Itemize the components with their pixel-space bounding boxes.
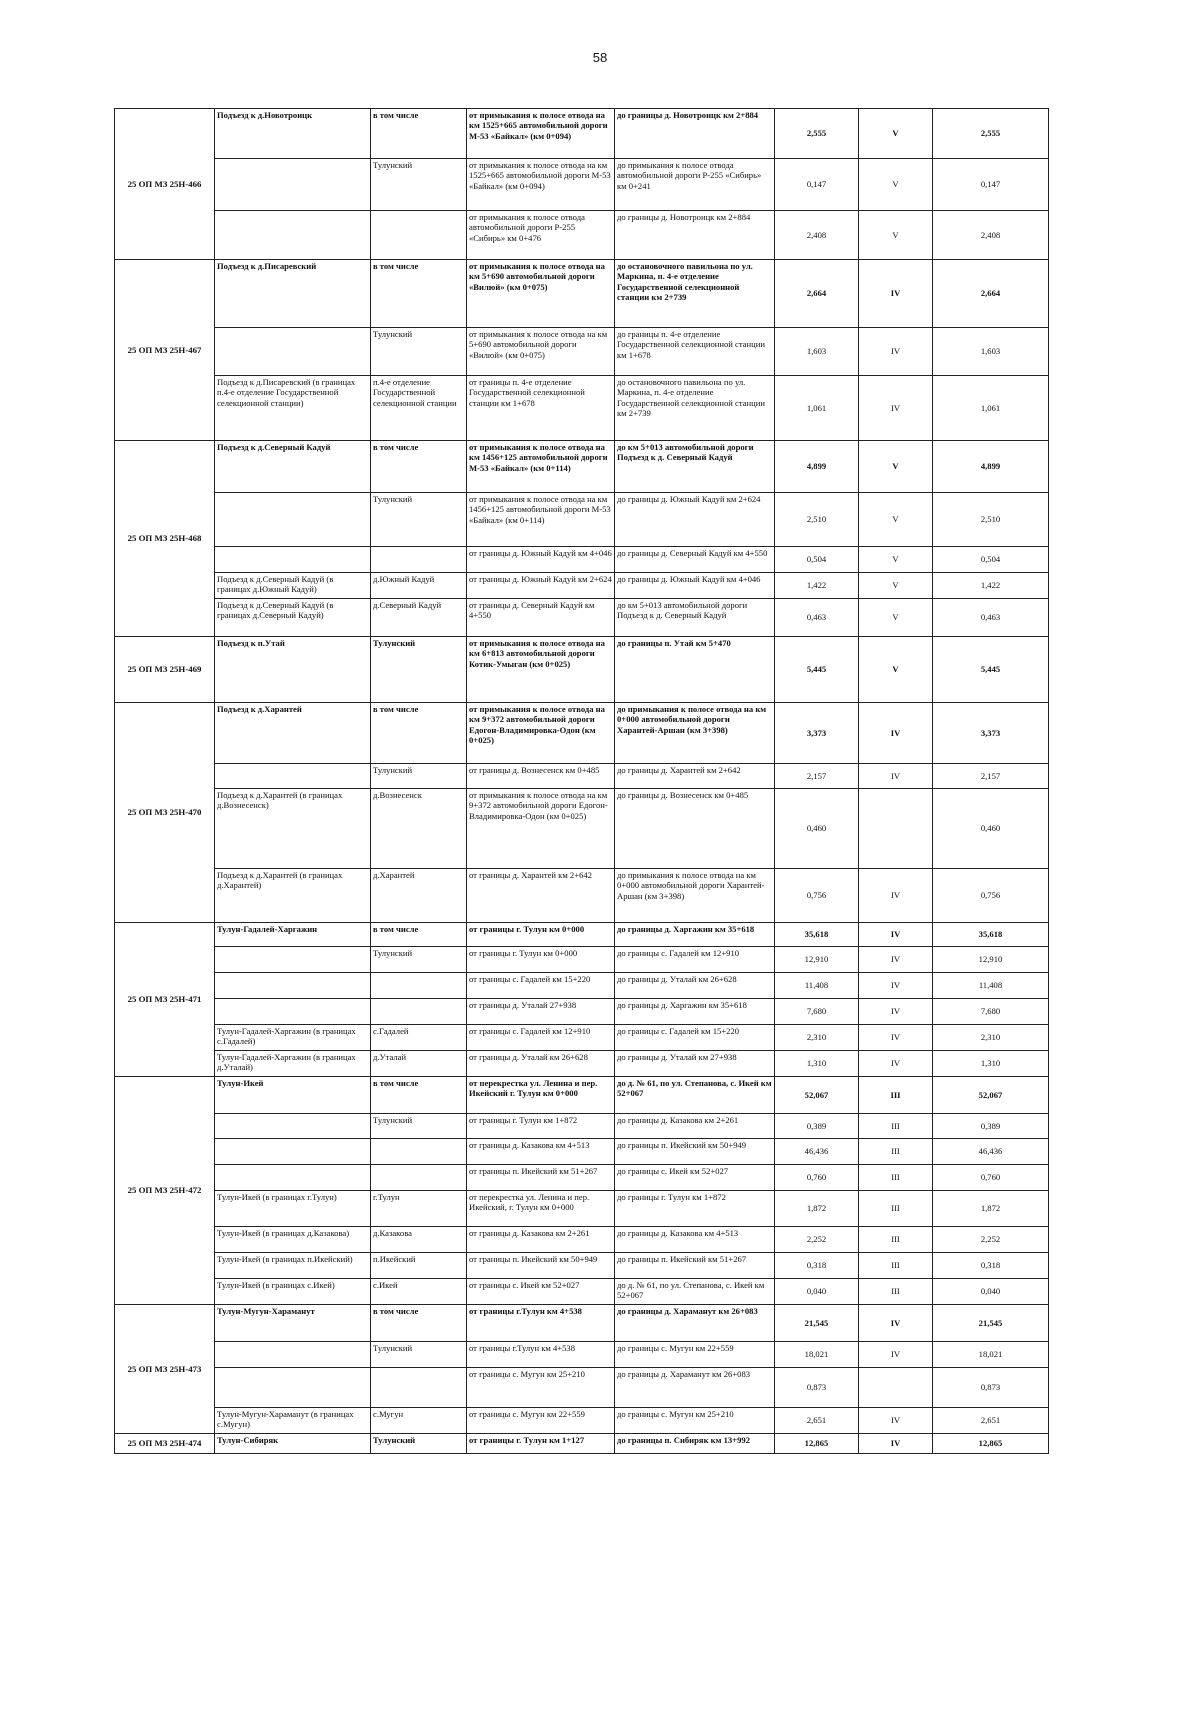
- table-row: [115, 1342, 1049, 1368]
- length-cell: 2,651: [775, 1408, 859, 1434]
- area-cell: [371, 1139, 467, 1165]
- from-point-cell: от границы г.Тулун км 4+538: [467, 1342, 615, 1368]
- to-point-cell: до границы д. Казакова км 4+513: [615, 1227, 775, 1253]
- length-cell: 0,873: [775, 1368, 859, 1408]
- to-point-cell: до границы д. Южный Кадуй км 2+624: [615, 493, 775, 547]
- from-point-cell: от границы д. Южный Кадуй км 4+046: [467, 547, 615, 573]
- area-cell: Тулунский: [371, 947, 467, 973]
- total-length-cell: 2,310: [933, 1025, 1049, 1051]
- area-cell: в том числе: [371, 1077, 467, 1114]
- area-cell: с.Гадалей: [371, 1025, 467, 1051]
- from-point-cell: от границы д. Казакова км 2+261: [467, 1227, 615, 1253]
- to-point-cell: до примыкания к полосе отвода на км 0+000 автомобильной дороги Харантей-Аршан (км 3+398): [615, 703, 775, 764]
- table-row: [115, 547, 1049, 573]
- road-name-cell: [215, 947, 371, 973]
- to-point-cell: до границы д. Уталай км 27+938: [615, 1051, 775, 1077]
- area-cell: п.Икейский: [371, 1253, 467, 1279]
- to-point-cell: до д. № 61, по ул. Степанова, с. Икей км 52+067: [615, 1279, 775, 1305]
- from-point-cell: от примыкания к полосе отвода на км 5+690 автомобильной дороги «Вилюй» (км 0+075): [467, 328, 615, 376]
- total-length-cell: 2,510: [933, 493, 1049, 547]
- length-cell: 18,021: [775, 1342, 859, 1368]
- from-point-cell: от границы д. Южный Кадуй км 2+624: [467, 573, 615, 599]
- area-cell: в том числе: [371, 260, 467, 328]
- total-length-cell: 2,651: [933, 1408, 1049, 1434]
- category-cell: IV: [859, 376, 933, 441]
- from-point-cell: от перекрестка ул. Ленина и пер. Икейский, г. Тулун км 0+000: [467, 1191, 615, 1227]
- table-body: [115, 109, 1049, 1454]
- road-name-cell: Тулун-Икей (в границах д.Казакова): [215, 1227, 371, 1253]
- to-point-cell: до границы д. Казакова км 2+261: [615, 1114, 775, 1139]
- table-row: [115, 1025, 1049, 1051]
- road-code-cell: 25 ОП МЗ 25Н-466: [115, 109, 215, 260]
- category-cell: IV: [859, 869, 933, 923]
- area-cell: с.Икей: [371, 1279, 467, 1305]
- to-point-cell: до границы д. Новотроицк км 2+884: [615, 211, 775, 260]
- to-point-cell: до границы д. Уталай км 26+628: [615, 973, 775, 999]
- length-cell: 12,910: [775, 947, 859, 973]
- total-length-cell: 0,756: [933, 869, 1049, 923]
- length-cell: 0,463: [775, 599, 859, 637]
- road-name-cell: [215, 547, 371, 573]
- total-length-cell: 1,061: [933, 376, 1049, 441]
- road-name-cell: Подъезд к д.Новотроицк: [215, 109, 371, 159]
- area-cell: Тулунский: [371, 493, 467, 547]
- length-cell: 0,318: [775, 1253, 859, 1279]
- table-row: [115, 869, 1049, 923]
- road-name-cell: [215, 1114, 371, 1139]
- road-name-cell: [215, 764, 371, 789]
- from-point-cell: от границы п. Икейский км 50+949: [467, 1253, 615, 1279]
- from-point-cell: от границы г. Тулун км 1+872: [467, 1114, 615, 1139]
- road-code-cell: 25 ОП МЗ 25Н-474: [115, 1434, 215, 1454]
- total-length-cell: 0,318: [933, 1253, 1049, 1279]
- total-length-cell: 2,408: [933, 211, 1049, 260]
- road-name-cell: Тулун-Гадалей-Харгажин (в границах с.Гадалей): [215, 1025, 371, 1051]
- length-cell: 0,504: [775, 547, 859, 573]
- from-point-cell: от примыкания к полосе отвода на км 9+372 автомобильной дороги Едогон-Владимировка-Одон (км 0+025): [467, 789, 615, 869]
- from-point-cell: от границы д. Северный Кадуй км 4+550: [467, 599, 615, 637]
- category-cell: III: [859, 1279, 933, 1305]
- length-cell: 46,436: [775, 1139, 859, 1165]
- table-row: [115, 1408, 1049, 1434]
- length-cell: 2,157: [775, 764, 859, 789]
- road-name-cell: Тулун-Мугун-Хараманут (в границах с.Мугун): [215, 1408, 371, 1434]
- table-row: [115, 211, 1049, 260]
- area-cell: г.Тулун: [371, 1191, 467, 1227]
- road-name-cell: [215, 973, 371, 999]
- to-point-cell: до границы с. Икей км 52+027: [615, 1165, 775, 1191]
- length-cell: 2,510: [775, 493, 859, 547]
- table-row: [115, 703, 1049, 764]
- road-code-cell: 25 ОП МЗ 25Н-470: [115, 703, 215, 923]
- length-cell: 1,310: [775, 1051, 859, 1077]
- total-length-cell: 0,504: [933, 547, 1049, 573]
- to-point-cell: до д. № 61, по ул. Степанова, с. Икей км 52+067: [615, 1077, 775, 1114]
- from-point-cell: от границы д. Уталай 27+938: [467, 999, 615, 1025]
- length-cell: 2,664: [775, 260, 859, 328]
- table-row: [115, 159, 1049, 211]
- road-name-cell: [215, 493, 371, 547]
- road-name-cell: Тулун-Икей (в границах с.Икей): [215, 1279, 371, 1305]
- to-point-cell: до границы д. Харантей км 2+642: [615, 764, 775, 789]
- from-point-cell: от примыкания к полосе отвода на км 1456+125 автомобильной дороги М-53 «Байкал» (км 0+114): [467, 493, 615, 547]
- to-point-cell: до границы д. Хараманут км 26+083: [615, 1368, 775, 1408]
- table-row: [115, 1114, 1049, 1139]
- area-cell: в том числе: [371, 109, 467, 159]
- category-cell: [859, 789, 933, 869]
- from-point-cell: от границы д. Уталай км 26+628: [467, 1051, 615, 1077]
- area-cell: д.Северный Кадуй: [371, 599, 467, 637]
- category-cell: IV: [859, 1051, 933, 1077]
- from-point-cell: от примыкания к полосе отвода автомобильной дороги Р-255 «Сибирь» км 0+476: [467, 211, 615, 260]
- from-point-cell: от границы г. Тулун км 0+000: [467, 923, 615, 947]
- from-point-cell: от примыкания к полосе отвода на км 5+690 автомобильной дороги «Вилюй» (км 0+075): [467, 260, 615, 328]
- length-cell: 2,310: [775, 1025, 859, 1051]
- to-point-cell: до границы д. Харгажин км 35+618: [615, 923, 775, 947]
- total-length-cell: 0,873: [933, 1368, 1049, 1408]
- area-cell: д.Вознесенск: [371, 789, 467, 869]
- category-cell: IV: [859, 947, 933, 973]
- length-cell: 0,760: [775, 1165, 859, 1191]
- to-point-cell: до границы с. Мугун км 22+559: [615, 1342, 775, 1368]
- table-row: [115, 1434, 1049, 1454]
- road-name-cell: Подъезд к д.Харантей: [215, 703, 371, 764]
- road-code-cell: 25 ОП МЗ 25Н-468: [115, 441, 215, 637]
- road-code-cell: 25 ОП МЗ 25Н-467: [115, 260, 215, 441]
- to-point-cell: до примыкания к полосе отвода автомобильной дороги Р-255 «Сибирь» км 0+241: [615, 159, 775, 211]
- table-row: [115, 376, 1049, 441]
- road-name-cell: [215, 1368, 371, 1408]
- area-cell: д.Уталай: [371, 1051, 467, 1077]
- road-name-cell: Тулун-Икей: [215, 1077, 371, 1114]
- from-point-cell: от границы г.Тулун км 4+538: [467, 1305, 615, 1342]
- length-cell: 0,147: [775, 159, 859, 211]
- category-cell: IV: [859, 1025, 933, 1051]
- category-cell: IV: [859, 1305, 933, 1342]
- area-cell: Тулунский: [371, 1114, 467, 1139]
- table-row: [115, 789, 1049, 869]
- length-cell: 2,555: [775, 109, 859, 159]
- length-cell: 21,545: [775, 1305, 859, 1342]
- total-length-cell: 52,067: [933, 1077, 1049, 1114]
- from-point-cell: от границы с. Мугун км 25+210: [467, 1368, 615, 1408]
- area-cell: д.Южный Кадуй: [371, 573, 467, 599]
- area-cell: Тулунский: [371, 764, 467, 789]
- area-cell: д.Харантей: [371, 869, 467, 923]
- total-length-cell: 35,618: [933, 923, 1049, 947]
- to-point-cell: до км 5+013 автомобильной дороги Подъезд к д. Северный Кадуй: [615, 441, 775, 493]
- length-cell: 0,389: [775, 1114, 859, 1139]
- to-point-cell: до остановочного павильона по ул. Маркина, п. 4-е отделение Государственной селекционной станции км 2+739: [615, 260, 775, 328]
- area-cell: п.4-е отделение Государственной селекционной станции: [371, 376, 467, 441]
- from-point-cell: от границы г. Тулун км 0+000: [467, 947, 615, 973]
- to-point-cell: до границы д. Вознесенск км 0+485: [615, 789, 775, 869]
- category-cell: V: [859, 211, 933, 260]
- to-point-cell: до примыкания к полосе отвода на км 0+000 автомобильной дороги Харантей-Аршан (км 3+398): [615, 869, 775, 923]
- road-code-cell: 25 ОП МЗ 25Н-472: [115, 1077, 215, 1305]
- category-cell: V: [859, 441, 933, 493]
- area-cell: Тулунский: [371, 328, 467, 376]
- to-point-cell: до границы п. Икейский км 50+949: [615, 1139, 775, 1165]
- category-cell: V: [859, 493, 933, 547]
- from-point-cell: от границы д. Вознесенск км 0+485: [467, 764, 615, 789]
- road-name-cell: [215, 1139, 371, 1165]
- table-row: [115, 1139, 1049, 1165]
- table-row: [115, 764, 1049, 789]
- total-length-cell: 11,408: [933, 973, 1049, 999]
- table-row: [115, 1051, 1049, 1077]
- area-cell: Тулунский: [371, 1342, 467, 1368]
- category-cell: V: [859, 159, 933, 211]
- total-length-cell: 18,021: [933, 1342, 1049, 1368]
- table-row: [115, 947, 1049, 973]
- category-cell: V: [859, 573, 933, 599]
- area-cell: [371, 1165, 467, 1191]
- area-cell: Тулунский: [371, 1434, 467, 1454]
- to-point-cell: до км 5+013 автомобильной дороги Подъезд к д. Северный Кадуй: [615, 599, 775, 637]
- category-cell: IV: [859, 923, 933, 947]
- category-cell: IV: [859, 999, 933, 1025]
- table-row: [115, 109, 1049, 159]
- total-length-cell: 2,157: [933, 764, 1049, 789]
- total-length-cell: 0,760: [933, 1165, 1049, 1191]
- area-cell: [371, 973, 467, 999]
- table-row: [115, 1253, 1049, 1279]
- table-row: [115, 441, 1049, 493]
- length-cell: 7,680: [775, 999, 859, 1025]
- category-cell: IV: [859, 1342, 933, 1368]
- road-name-cell: Подъезд к д.Писаревский (в границах п.4-е отделение Государственной селекционной станции): [215, 376, 371, 441]
- length-cell: 35,618: [775, 923, 859, 947]
- road-code-cell: 25 ОП МЗ 25Н-473: [115, 1305, 215, 1434]
- category-cell: III: [859, 1253, 933, 1279]
- table-row: [115, 1368, 1049, 1408]
- road-name-cell: [215, 211, 371, 260]
- area-cell: [371, 547, 467, 573]
- area-cell: в том числе: [371, 441, 467, 493]
- road-code-cell: 25 ОП МЗ 25Н-469: [115, 637, 215, 703]
- length-cell: 0,040: [775, 1279, 859, 1305]
- length-cell: 4,899: [775, 441, 859, 493]
- road-register-table: [114, 108, 1049, 1454]
- length-cell: 11,408: [775, 973, 859, 999]
- table-row: [115, 328, 1049, 376]
- category-cell: IV: [859, 1434, 933, 1454]
- to-point-cell: до границы д. Новотроицк км 2+884: [615, 109, 775, 159]
- table-row: [115, 1305, 1049, 1342]
- category-cell: III: [859, 1165, 933, 1191]
- road-name-cell: Тулун-Сибиряк: [215, 1434, 371, 1454]
- total-length-cell: 0,040: [933, 1279, 1049, 1305]
- total-length-cell: 5,445: [933, 637, 1049, 703]
- total-length-cell: 12,865: [933, 1434, 1049, 1454]
- length-cell: 5,445: [775, 637, 859, 703]
- category-cell: III: [859, 1114, 933, 1139]
- road-name-cell: Подъезд к д.Северный Кадуй (в границах д.Северный Кадуй): [215, 599, 371, 637]
- table-row: [115, 637, 1049, 703]
- road-name-cell: Тулун-Гадалей-Харгажин: [215, 923, 371, 947]
- table-row: [115, 923, 1049, 947]
- area-cell: Тулунский: [371, 159, 467, 211]
- from-point-cell: от примыкания к полосе отвода на км 6+813 автомобильной дороги Котик-Умыган (км 0+025): [467, 637, 615, 703]
- from-point-cell: от границы п. Икейский км 51+267: [467, 1165, 615, 1191]
- road-name-cell: [215, 328, 371, 376]
- road-name-cell: [215, 159, 371, 211]
- table-row: [115, 1279, 1049, 1305]
- total-length-cell: 4,899: [933, 441, 1049, 493]
- length-cell: 1,061: [775, 376, 859, 441]
- table-row: [115, 973, 1049, 999]
- area-cell: Тулунский: [371, 637, 467, 703]
- to-point-cell: до границы п. Утай км 5+470: [615, 637, 775, 703]
- road-name-cell: Подъезд к д.Харантей (в границах д.Вознесенск): [215, 789, 371, 869]
- from-point-cell: от границы п. 4-е отделение Государственной селекционной станции км 1+678: [467, 376, 615, 441]
- area-cell: с.Мугун: [371, 1408, 467, 1434]
- total-length-cell: 0,147: [933, 159, 1049, 211]
- length-cell: 12,865: [775, 1434, 859, 1454]
- category-cell: V: [859, 637, 933, 703]
- to-point-cell: до границы п. Икейский км 51+267: [615, 1253, 775, 1279]
- length-cell: 0,460: [775, 789, 859, 869]
- area-cell: [371, 999, 467, 1025]
- road-name-cell: Тулун-Икей (в границах г.Тулун): [215, 1191, 371, 1227]
- table-row: [115, 1165, 1049, 1191]
- length-cell: 1,422: [775, 573, 859, 599]
- road-name-cell: [215, 1342, 371, 1368]
- length-cell: 1,872: [775, 1191, 859, 1227]
- category-cell: IV: [859, 703, 933, 764]
- from-point-cell: от границы г. Тулун км 1+127: [467, 1434, 615, 1454]
- road-name-cell: Подъезд к п.Утай: [215, 637, 371, 703]
- to-point-cell: до остановочного павильона по ул. Маркина, п. 4-е отделение Государственной селекционной станции км 2+739: [615, 376, 775, 441]
- length-cell: 2,252: [775, 1227, 859, 1253]
- area-cell: [371, 211, 467, 260]
- to-point-cell: до границы с. Мугун км 25+210: [615, 1408, 775, 1434]
- from-point-cell: от примыкания к полосе отвода на км 1525+665 автомобильной дороги М-53 «Байкал» (км 0+094): [467, 159, 615, 211]
- table-row: [115, 493, 1049, 547]
- category-cell: IV: [859, 260, 933, 328]
- from-point-cell: от границы с. Гадалей км 15+220: [467, 973, 615, 999]
- to-point-cell: до границы д. Северный Кадуй км 4+550: [615, 547, 775, 573]
- from-point-cell: от границы с. Икей км 52+027: [467, 1279, 615, 1305]
- table-row: [115, 573, 1049, 599]
- to-point-cell: до границы с. Гадалей км 15+220: [615, 1025, 775, 1051]
- category-cell: III: [859, 1077, 933, 1114]
- total-length-cell: 1,422: [933, 573, 1049, 599]
- total-length-cell: 1,872: [933, 1191, 1049, 1227]
- category-cell: IV: [859, 973, 933, 999]
- area-cell: [371, 1368, 467, 1408]
- length-cell: 1,603: [775, 328, 859, 376]
- table-row: [115, 1227, 1049, 1253]
- from-point-cell: от примыкания к полосе отвода на км 1525+665 автомобильной дороги М-53 «Байкал» (км 0+094): [467, 109, 615, 159]
- total-length-cell: 21,545: [933, 1305, 1049, 1342]
- to-point-cell: до границы д. Харгажин км 35+618: [615, 999, 775, 1025]
- category-cell: III: [859, 1139, 933, 1165]
- table-row: [115, 599, 1049, 637]
- table-row: [115, 260, 1049, 328]
- road-name-cell: Подъезд к д.Северный Кадуй (в границах д.Южный Кадуй): [215, 573, 371, 599]
- category-cell: III: [859, 1227, 933, 1253]
- length-cell: 52,067: [775, 1077, 859, 1114]
- road-name-cell: Подъезд к д.Писаревский: [215, 260, 371, 328]
- total-length-cell: 0,463: [933, 599, 1049, 637]
- from-point-cell: от границы д. Казакова км 4+513: [467, 1139, 615, 1165]
- to-point-cell: до границы г. Тулун км 1+872: [615, 1191, 775, 1227]
- total-length-cell: 0,389: [933, 1114, 1049, 1139]
- total-length-cell: 2,252: [933, 1227, 1049, 1253]
- total-length-cell: 2,555: [933, 109, 1049, 159]
- category-cell: IV: [859, 764, 933, 789]
- category-cell: V: [859, 599, 933, 637]
- from-point-cell: от границы с. Мугун км 22+559: [467, 1408, 615, 1434]
- road-name-cell: Тулун-Икей (в границах п.Икейский): [215, 1253, 371, 1279]
- total-length-cell: 7,680: [933, 999, 1049, 1025]
- category-cell: V: [859, 547, 933, 573]
- road-name-cell: Подъезд к д.Харантей (в границах д.Харантей): [215, 869, 371, 923]
- total-length-cell: 3,373: [933, 703, 1049, 764]
- total-length-cell: 46,436: [933, 1139, 1049, 1165]
- category-cell: [859, 1368, 933, 1408]
- table-row: [115, 999, 1049, 1025]
- total-length-cell: 12,910: [933, 947, 1049, 973]
- category-cell: III: [859, 1191, 933, 1227]
- to-point-cell: до границы п. Сибиряк км 13+992: [615, 1434, 775, 1454]
- length-cell: 3,373: [775, 703, 859, 764]
- from-point-cell: от перекрестка ул. Ленина и пер. Икейский г. Тулун км 0+000: [467, 1077, 615, 1114]
- to-point-cell: до границы д. Хараманут км 26+083: [615, 1305, 775, 1342]
- length-cell: 0,756: [775, 869, 859, 923]
- page-number: 58: [592, 50, 608, 65]
- category-cell: V: [859, 109, 933, 159]
- from-point-cell: от границы с. Гадалей км 12+910: [467, 1025, 615, 1051]
- from-point-cell: от границы д. Харантей км 2+642: [467, 869, 615, 923]
- area-cell: в том числе: [371, 703, 467, 764]
- category-cell: IV: [859, 1408, 933, 1434]
- road-name-cell: Подъезд к д.Северный Кадуй: [215, 441, 371, 493]
- road-name-cell: Тулун-Мугун-Хараманут: [215, 1305, 371, 1342]
- total-length-cell: 0,460: [933, 789, 1049, 869]
- to-point-cell: до границы д. Южный Кадуй км 4+046: [615, 573, 775, 599]
- category-cell: IV: [859, 328, 933, 376]
- area-cell: в том числе: [371, 923, 467, 947]
- to-point-cell: до границы п. 4-е отделение Государственной селекционной станции км 1+678: [615, 328, 775, 376]
- road-code-cell: 25 ОП МЗ 25Н-471: [115, 923, 215, 1077]
- total-length-cell: 2,664: [933, 260, 1049, 328]
- from-point-cell: от примыкания к полосе отвода на км 1456+125 автомобильной дороги М-53 «Байкал» (км 0+114): [467, 441, 615, 493]
- area-cell: д.Казакова: [371, 1227, 467, 1253]
- from-point-cell: от примыкания к полосе отвода на км 9+372 автомобильной дороги Едогон-Владимировка-Одон (км 0+025): [467, 703, 615, 764]
- area-cell: в том числе: [371, 1305, 467, 1342]
- table-row: [115, 1077, 1049, 1114]
- length-cell: 2,408: [775, 211, 859, 260]
- total-length-cell: 1,310: [933, 1051, 1049, 1077]
- to-point-cell: до границы с. Гадалей км 12+910: [615, 947, 775, 973]
- total-length-cell: 1,603: [933, 328, 1049, 376]
- road-name-cell: [215, 1165, 371, 1191]
- road-name-cell: Тулун-Гадалей-Харгажин (в границах д.Уталай): [215, 1051, 371, 1077]
- road-name-cell: [215, 999, 371, 1025]
- table-row: [115, 1191, 1049, 1227]
